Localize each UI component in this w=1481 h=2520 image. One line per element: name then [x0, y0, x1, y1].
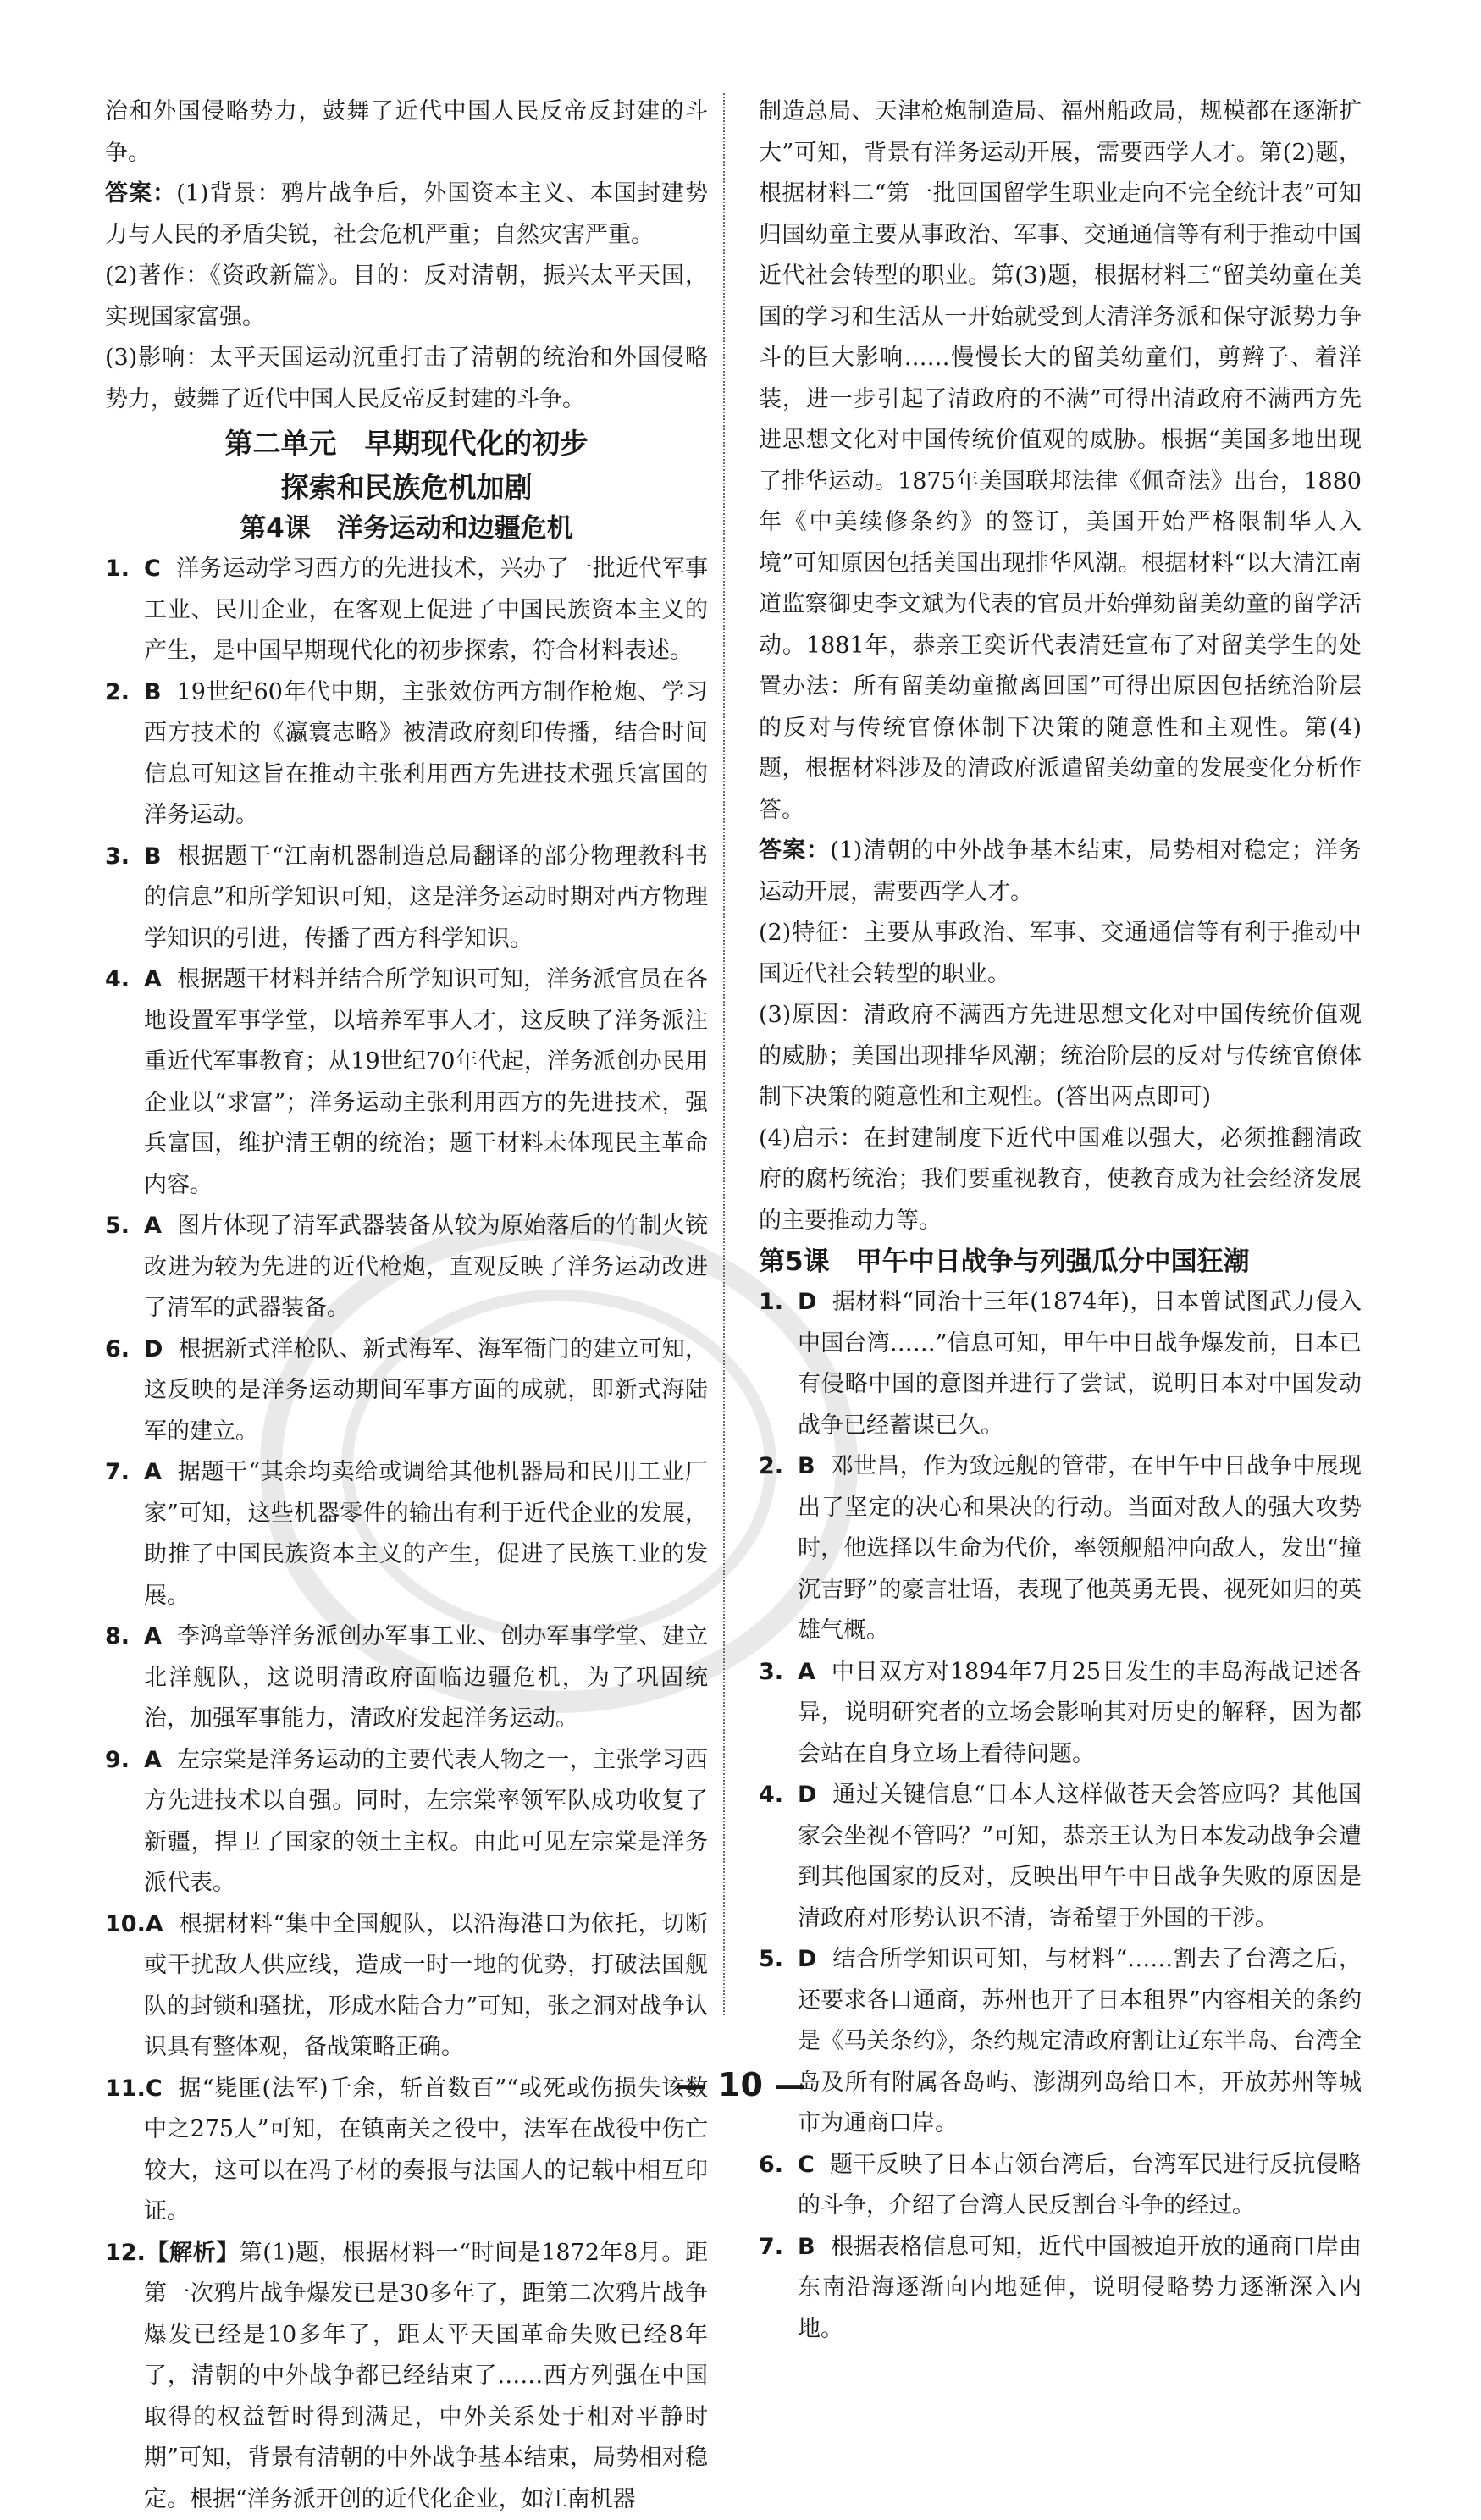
answer-item [759, 1652, 1362, 1776]
item-number: 10. [105, 1904, 146, 1946]
answer-item [105, 1904, 708, 2069]
item-answer-key: C [144, 555, 161, 582]
item-number: 7. [759, 2227, 798, 2269]
answer-item [105, 1452, 708, 1616]
item-explanation: 根据材料“集中全国舰队，以沿海港口为依托，切断或干扰敌人供应线，造成一时一地的优势，打破法国舰队的封锁和骚扰，形成水陆合力”可知，张之洞对战争认识具有整体观，备战策略正确。 [144, 1911, 708, 2061]
item-number: 6. [105, 1329, 144, 1371]
item-number: 1. [759, 1282, 798, 1324]
item-number: 2. [105, 672, 144, 714]
item-explanation: 根据题干“江南机器制造总局翻译的部分物理教科书的信息”和所学知识可知，这是洋务运动时期对西方物理学知识的引进，传播了西方科学知识。 [144, 843, 708, 952]
item-number: 3. [105, 837, 144, 878]
item-answer-key: B [798, 1453, 815, 1479]
answer-item [105, 837, 708, 960]
left-column [105, 91, 708, 2520]
item-number: 2. [759, 1446, 798, 1488]
item-answer-key: A [144, 966, 162, 992]
item-explanation: 洋务运动学习西方的先进技术，兴办了一批近代军事工业、民用企业，在客观上促进了中国民族资本主义的产生，是中国早期现代化的初步探索，符合材料表述。 [144, 555, 708, 664]
answer-item [105, 1206, 708, 1329]
item-number: 4. [759, 1775, 798, 1816]
right-answer-2: (2)特征：主要从事政治、军事、交通通信等有利于推动中国近代社会转型的职业。 [759, 913, 1362, 995]
item-number: 5. [759, 1939, 798, 1981]
item-explanation: 19世纪60年代中期，主张效仿西方制作枪炮、学习西方技术的《瀛寰志略》被清政府刻印传播，结合时间信息可知这旨在推动主张利用西方先进技术强兵富国的洋务运动。 [144, 679, 708, 829]
item-answer-key: C [146, 2075, 163, 2102]
item-explanation: 左宗棠是洋务运动的主要代表人物之一，主张学习西方先进技术以自强。同时，左宗棠率领军队成功收复了新疆，捍卫了国家的领土主权。由此可见左宗棠是洋务派代表。 [144, 1747, 708, 1897]
left-answer-2: (2)著作：《资政新篇》。目的：反对清朝，振兴太平天国，实现国家富强。 [105, 256, 708, 338]
answer-item [105, 1329, 708, 1453]
lesson-4-items [105, 549, 708, 2233]
answer-item [105, 549, 708, 672]
answer-item [759, 2145, 1362, 2227]
item-number: 1. [105, 549, 144, 590]
answer-item [759, 1282, 1362, 1446]
answer-item [105, 1740, 708, 1904]
lesson-5-title: 第5课 甲午中日战争与列强瓜分中国狂潮 [759, 1241, 1362, 1282]
right-answer-4: (4)启示：在封建制度下近代中国难以强大，必须推翻清政府的腐朽统治；我们要重视教育，使教育成为社会经济发展的主要推动力等。 [759, 1119, 1362, 1242]
item-explanation: 根据题干材料并结合所学知识可知，洋务派官员在各地设置军事学堂，以培养军事人才，这反映了洋务派注重近代军事教育；从19世纪70年代起，洋务派创办民用企业以“求富”；洋务运动主张利用西方的先进技术，强兵富国，维护清王朝的统治；题干材料未体现民主革命内容。 [144, 966, 708, 1198]
item-answer-key: D [144, 1336, 163, 1362]
item-number: 3. [759, 1652, 798, 1694]
column-divider [723, 93, 725, 2015]
item-answer-key: B [798, 2234, 815, 2260]
item-answer-key: B [144, 843, 162, 870]
item-explanation: 通过关键信息“日本人这样做苍天会答应吗？其他国家会坐视不管吗？”可知，恭亲王认为日本发动战争会遭到其他国家的反对，反映出甲午中日战争失败的原因是清政府对形势认识不清，寄希望于外国的干涉。 [798, 1782, 1362, 1931]
answer-item [759, 2227, 1362, 2351]
answer-item [105, 1616, 708, 1740]
item-number: 5. [105, 1206, 144, 1247]
item-explanation: 据材料“同治十三年(1874年)，日本曾试图武力侵入中国台湾……”信息可知，甲午中日战争爆发前，日本已有侵略中国的意图并进行了尝试，说明日本对中国发动战争已经蓄谋已久。 [798, 1289, 1362, 1439]
item-number: 4. [105, 959, 144, 1001]
page-number: — 10 — [0, 2066, 1481, 2103]
item-answer-key: D [798, 1782, 816, 1808]
item-12-analysis: 12.【解析】第(1)题，根据材料一“时间是1872年8月。距第一次鸦片战争爆发已是30多年了，距第二次鸦片战争爆发已经是10多年了，距太平天国革命失败已经8年了，清朝的中外战争都已经结束了……西方列强在中国取得的权益暂时得到满足，中外关系处于相对平静时期”可知，背景有清朝的中外战争基本结束，局势相对稳定。根据“洋务派开创的近代化企业，如江南机器 [105, 2233, 708, 2520]
answer-item [105, 672, 708, 837]
answer-item [759, 1775, 1362, 1939]
item-explanation: 根据表格信息可知，近代中国被迫开放的通商口岸由东南沿海逐渐向内地延伸，说明侵略势力逐渐深入内地。 [798, 2234, 1362, 2342]
item-number: 9. [105, 1740, 144, 1782]
item-answer-key: C [798, 2152, 815, 2178]
item-explanation: 根据新式洋枪队、新式海军、海军衙门的建立可知，这反映的是洋务运动期间军事方面的成就，即新式海陆军的建立。 [144, 1336, 708, 1445]
item-number: 11. [105, 2069, 146, 2110]
item-number: 6. [759, 2145, 798, 2186]
item-explanation: 李鸿章等洋务派创办军事工业、创办军事学堂、建立北洋舰队，这说明清政府面临边疆危机，为了巩固统治，加强军事能力，清政府发起洋务运动。 [144, 1623, 708, 1732]
right-column [759, 91, 1362, 2350]
answer-label: 答案： [105, 180, 176, 207]
item-explanation: 题干反映了日本占领台湾后，台湾军民进行反抗侵略的斗争，介绍了台湾人民反割台斗争的经过。 [798, 2152, 1362, 2219]
item-answer-key: A [144, 1623, 162, 1650]
item-explanation: 据“毙匪(法军)千余，斩首数百”“或死或伤损失该数中之275人”可知，在镇南关之役中，法军在战役中伤亡较大，这可以在冯子材的奏报与法国人的记载中相互印证。 [144, 2075, 708, 2225]
item-explanation: 中日双方对1894年7月25日发生的丰岛海战记述各异，说明研究者的立场会影响其对历史的解释，因为都会站在自身立场上看待问题。 [798, 1659, 1362, 1767]
right-continued-analysis: 制造总局、天津枪炮制造局、福州船政局，规模都在逐渐扩大”可知，背景有洋务运动开展，需要西学人才。第(2)题，根据材料二“第一批回国留学生职业走向不完全统计表”可知归国幼童主要从事政治、军事、交通通信等有利于推动中国近代社会转型的职业。第(3)题，根据材料三“留美幼童在美国的学习和生活从一开始就受到大清洋务派和保守派势力争斗的巨大影响……慢慢长大的留美幼童们，剪辫子、着洋装，进一步引起了清政府的不满”可得出清政府不满西方先进思想文化对中国传统价值观的威胁。根据“美国多地出现了排华运动。1875年美国联邦法律《佩奇法》出台，1880年《中美续修条约》的签订，美国开始严格限制华人入境”可知原因包括美国出现排华风潮。根据材料“以大清江南道监察御史李文斌为代表的官员开始弹劾留美幼童的留学活动。1881年，恭亲王奕䜣代表清廷宣布了对留美学生的处置办法：所有留美幼童撤离回国”可得出原因包括统治阶层的反对与传统官僚体制下决策的随意性和主观性。第(4)题，根据材料涉及的清政府派遣留美幼童的发展变化分析作答。 [759, 91, 1362, 831]
unit-title-line-2: 探索和民族危机加剧 [105, 467, 708, 508]
left-intro-text: 治和外国侵略势力，鼓舞了近代中国人民反帝反封建的斗争。 [105, 91, 708, 174]
item-number: 7. [105, 1452, 144, 1494]
item-answer-key: A [144, 1213, 162, 1239]
answer-label: 答案： [759, 837, 830, 864]
right-answer-1: 答案：(1)清朝的中外战争基本结束，局势相对稳定；洋务运动开展，需要西学人才。 [759, 831, 1362, 913]
item-explanation: 据题干“其余均卖给或调给其他机器局和民用工业厂家”可知，这些机器零件的输出有利于近代企业的发展，助推了中国民族资本主义的产生，促进了民族工业的发展。 [144, 1459, 708, 1609]
item-explanation: 图片体现了清军武器装备从较为原始落后的竹制火铳改进为较为先进的近代枪炮，直观反映了洋务运动改进了清军的武器装备。 [144, 1213, 708, 1321]
lesson-5-items [759, 1282, 1362, 2350]
unit-title-line-1: 第二单元 早期现代化的初步 [105, 423, 708, 464]
item-answer-key: A [144, 1459, 162, 1485]
right-answer-3: (3)原因：清政府不满西方先进思想文化对中国传统价值观的威胁；美国出现排华风潮；统治阶层的反对与传统官僚体制下决策的随意性和主观性。(答出两点即可) [759, 995, 1362, 1119]
item-answer-key: D [798, 1289, 816, 1315]
item-answer-key: B [144, 679, 162, 705]
item-explanation: 结合所学知识可知，与材料“……割去了台湾之后，还要求各口通商，苏州也开了日本租界”内容相关的条约是《马关条约》，条约规定清政府割让辽东半岛、台湾全岛及所有附属各岛屿、澎湖列岛给日本，开放苏州等城市为通商口岸。 [798, 1946, 1362, 2136]
left-answer-3: (3)影响：太平天国运动沉重打击了清朝的统治和外国侵略势力，鼓舞了近代中国人民反帝反封建的斗争。 [105, 338, 708, 420]
lesson-4-title: 第4课 洋务运动和边疆危机 [105, 508, 708, 549]
item-answer-key: A [146, 1911, 163, 1937]
answer-item [105, 959, 708, 1206]
item-answer-key: D [798, 1946, 816, 1972]
item-answer-key: A [144, 1747, 162, 1773]
item-answer-key: A [798, 1659, 815, 1685]
left-answer-1: 答案：(1)背景：鸦片战争后，外国资本主义、本国封建势力与人民的矛盾尖锐，社会危机严重；自然灾害严重。 [105, 174, 708, 256]
item-explanation: 邓世昌，作为致远舰的管带，在甲午中日战争中展现出了坚定的决心和果决的行动。当面对敌人的强大攻势时，他选择以生命为代价，率领舰船冲向敌人，发出“撞沉吉野”的豪言壮语，表现了他英勇无畏、视死如归的英雄气概。 [798, 1453, 1362, 1644]
answer-item [759, 1939, 1362, 2145]
answer-item [759, 1446, 1362, 1652]
item-number: 8. [105, 1616, 144, 1658]
